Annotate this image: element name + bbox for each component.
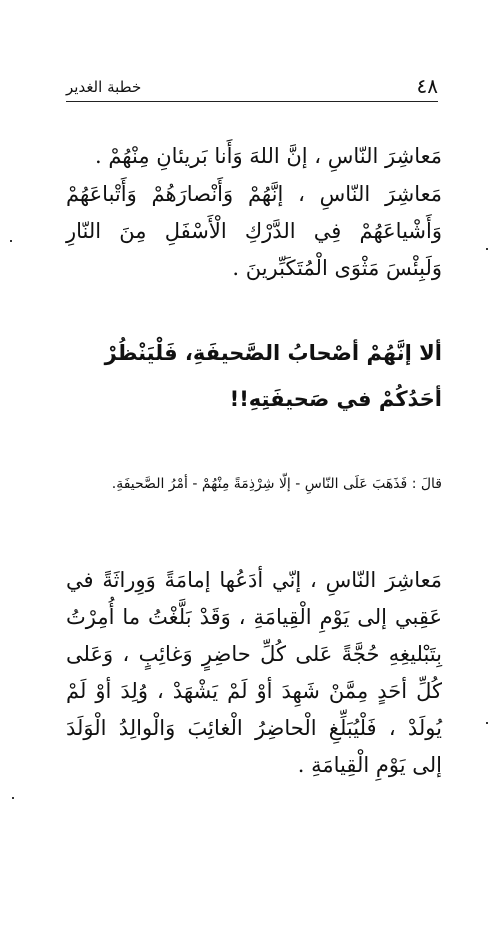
paragraph-2: مَعاشِرَ النّاسِ ، إنَّهُمْ وَأَنْصارَهُمْ وَأَتْباعَهُمْ وَأَشْياعَهُمْ فِي الدَّرْكِ الْأَسْفَلِ مِنَ النّارِ وَلَبِئْسَ مَثْوَى الْمُتَكَبِّرينَ . bbox=[66, 182, 442, 280]
margin-mark-4 bbox=[486, 722, 488, 724]
page-number: ٤٨ bbox=[416, 74, 438, 98]
paragraph-4: مَعاشِرَ النّاسِ ، إنّي أدَعُها إمامَةً وَوِراثَةً في عَقِبي إلى يَوْمِ الْقِيامَةِ ، وَقَدْ بَلَّغْتُ ما أُمِرْتُ بِتَبْليغِهِ حُجَّةً عَلى كُلِّ حاضِرٍ وَغائِبٍ ، وَعَلى كُلِّ أحَدٍ مِمَّنْ شَهِدَ أوْ لَمْ يَشْهَدْ ، وُلِدَ أوْ لَمْ يُولَدْ ، فَلْيُبَلِّغِ الْحاضِرُ الْغائِبَ وَالْوالِدُ الْوَلَدَ إلى يَوْمِ الْقِيامَةِ . bbox=[66, 568, 442, 777]
paragraph-1: مَعاشِرَ النّاسِ ، إنَّ اللهَ وَأَنا بَريئانِ مِنْهُمْ . bbox=[94, 144, 442, 168]
paragraph-emphasis: ألا إنَّهُمْ أصْحابُ الصَّحيفَةِ، فَلْيَنْظُرْ أحَدُكُمْ في صَحيفَتِهِ!! bbox=[104, 341, 442, 411]
running-head bbox=[66, 74, 438, 98]
margin-mark-1 bbox=[10, 240, 12, 242]
header-divider bbox=[66, 101, 438, 102]
margin-mark-3 bbox=[12, 797, 14, 799]
book-title: خطبة الغدير bbox=[66, 78, 142, 96]
narrator-note: قالَ : فَذَهَبَ عَلَى النّاسِ - إلّا شِرْذِمَةً مِنْهُمْ - أمْرُ الصَّحيفَةِ. bbox=[111, 476, 442, 492]
margin-mark-2 bbox=[486, 248, 488, 250]
